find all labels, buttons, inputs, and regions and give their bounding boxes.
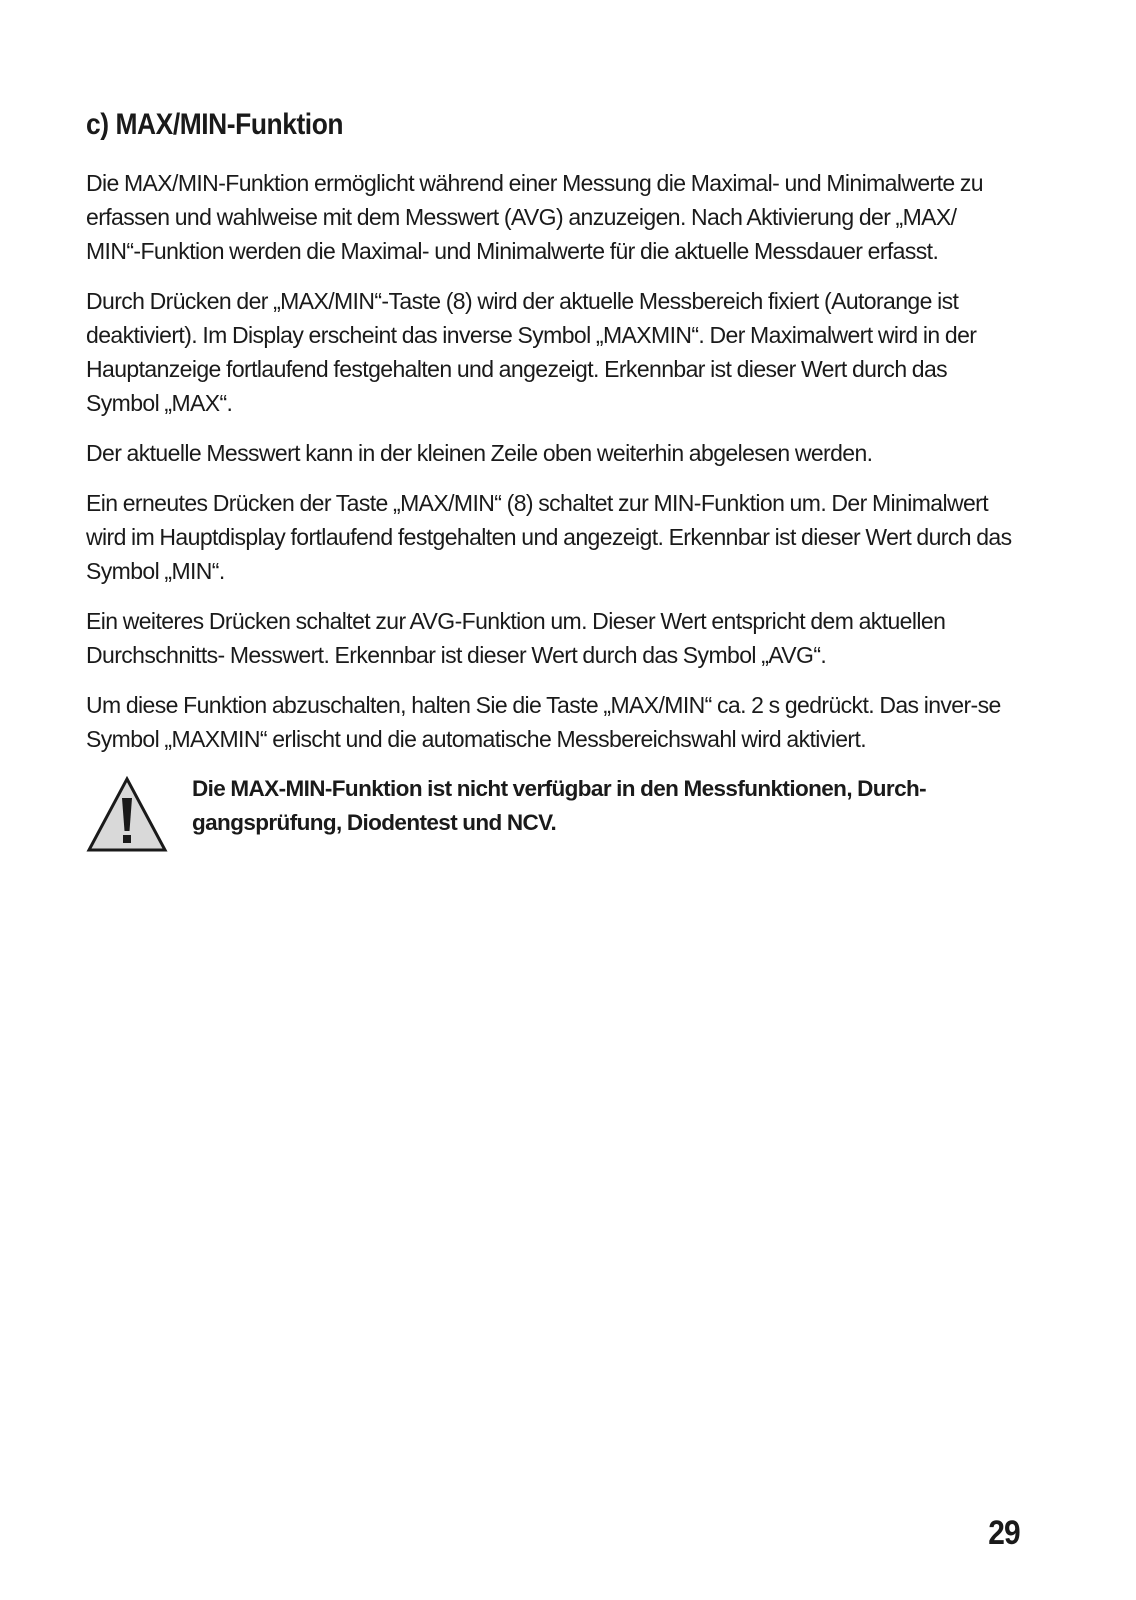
paragraph-intro: Die MAX/MIN-Funktion ermöglicht während einer Messung die Maximal- und Minimalwerte zu erfassen und wahlweise mit dem Messwert (AVG) anzuzeigen. Nach Aktivierung der „MAX/ MIN“-Funktion werden die Maximal- und Minimalwerte für die aktuelle Messdauer erfasst. [86, 170, 983, 264]
section-heading: c) MAX/MIN-Funktion [86, 108, 344, 141]
paragraph-current-value: Der aktuelle Messwert kann in der kleinen Zeile oben weiterhin abgelesen werden. [86, 440, 873, 466]
paragraph-disable-function: Um diese Funktion abzuschalten, halten Sie die Taste „MAX/MIN“ ca. 2 s gedrückt. Das inver-se Symbol „MAXMIN“ erlischt und die automatische Messbereichswahl wird aktiviert. [86, 692, 1001, 752]
body-text [86, 166, 1016, 854]
document-page [86, 0, 1016, 1600]
warning-triangle-icon [86, 776, 168, 854]
warning-note [86, 772, 1016, 854]
paragraph-min-function: Ein erneutes Drücken der Taste „MAX/MIN“ (8) schaltet zur MIN-Funktion um. Der Minimalwert wird im Hauptdisplay fortlaufend festgehalten und angezeigt. Erkennbar ist dieser Wert durch das Symbol „MIN“. [86, 490, 1012, 584]
paragraph-avg-function: Ein weiteres Drücken schaltet zur AVG-Funktion um. Dieser Wert entspricht dem aktuellen Durchschnitts- Messwert. Erkennbar ist dieser Wert durch das Symbol „AVG“. [86, 608, 946, 668]
page-number: 29 [988, 1514, 1020, 1552]
paragraph-max-function: Durch Drücken der „MAX/MIN“-Taste (8) wird der aktuelle Messbereich fixiert (Autorange ist deaktiviert). Im Display erscheint das inverse Symbol „MAXMIN“. Der Maximalwert wird in der Hauptanzeige fortlaufend festgehalten und angezeigt. Erkennbar ist dieser Wert durch das Symbol „MAX“. [86, 288, 977, 416]
warning-text: Die MAX-MIN-Funktion ist nicht verfügbar in den Messfunktionen, Durch-gangsprüfung, Diodentest und NCV. [192, 776, 927, 835]
